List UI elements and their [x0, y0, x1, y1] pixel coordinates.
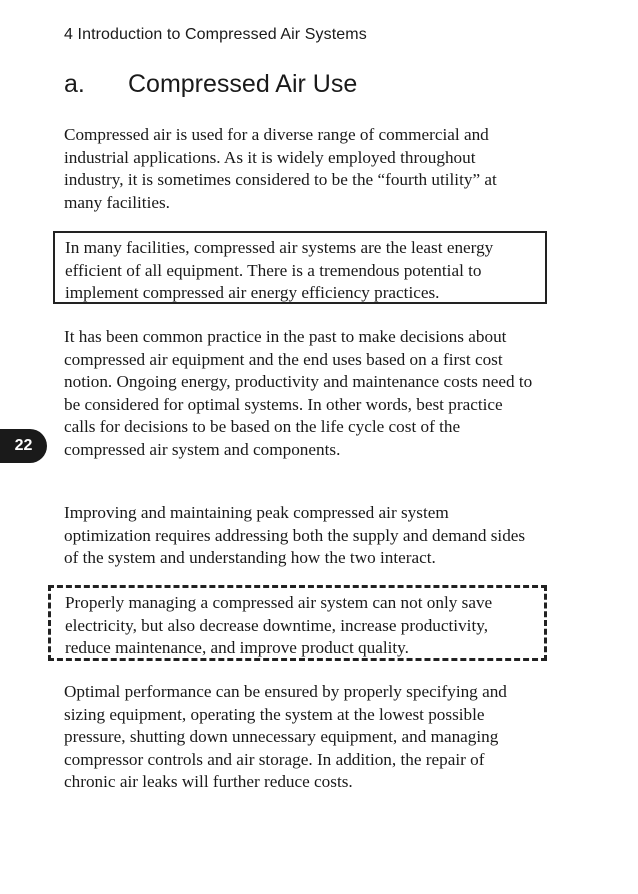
paragraph-supply-demand: Improving and maintaining peak compressed air system optimization requires addressing both the supply and demand sides of the system and understanding how the two interact.	[64, 503, 526, 567]
callout-text: Properly managing a compressed air system can not only save electricity, but also decrease downtime, increase productivity, reduce maintenance, and improve product quality.	[65, 593, 493, 657]
callout-text: In many facilities, compressed air systems are the least energy efficient of all equipment. There is a tremendous potential to implement compressed air energy efficiency practices.	[65, 238, 494, 302]
paragraph-intro: Compressed air is used for a diverse range of commercial and industrial applications. As it is widely employed throughout industry, it is sometimes considered to be the “fourth utility” at many facilities.	[64, 125, 497, 212]
running-head: 4 Introduction to Compressed Air Systems	[64, 26, 367, 43]
paragraph-optimal-performance: Optimal performance can be ensured by properly specifying and sizing equipment, operating the system at the lowest possible pressure, shutting down unnecessary equipment, and managing compressor controls and air storage. In addition, the repair of chronic air leaks will further reduce costs.	[64, 682, 507, 791]
section-heading	[64, 70, 357, 99]
page-number: 22	[14, 437, 33, 454]
section-title: Compressed Air Use	[128, 70, 358, 98]
callout-box-solid	[53, 231, 547, 304]
paragraph-life-cycle: It has been common practice in the past to make decisions about compressed air equipment and the end uses based on a first cost notion. Ongoing energy, productivity and maintenance costs need to be considered for optimal systems. In other words, best practice calls for decisions to be based on the life cycle cost of the compressed air system and components.	[64, 327, 533, 459]
callout-box-dashed	[48, 585, 547, 661]
section-letter: a.	[64, 70, 85, 98]
page-number-tab	[0, 429, 47, 463]
